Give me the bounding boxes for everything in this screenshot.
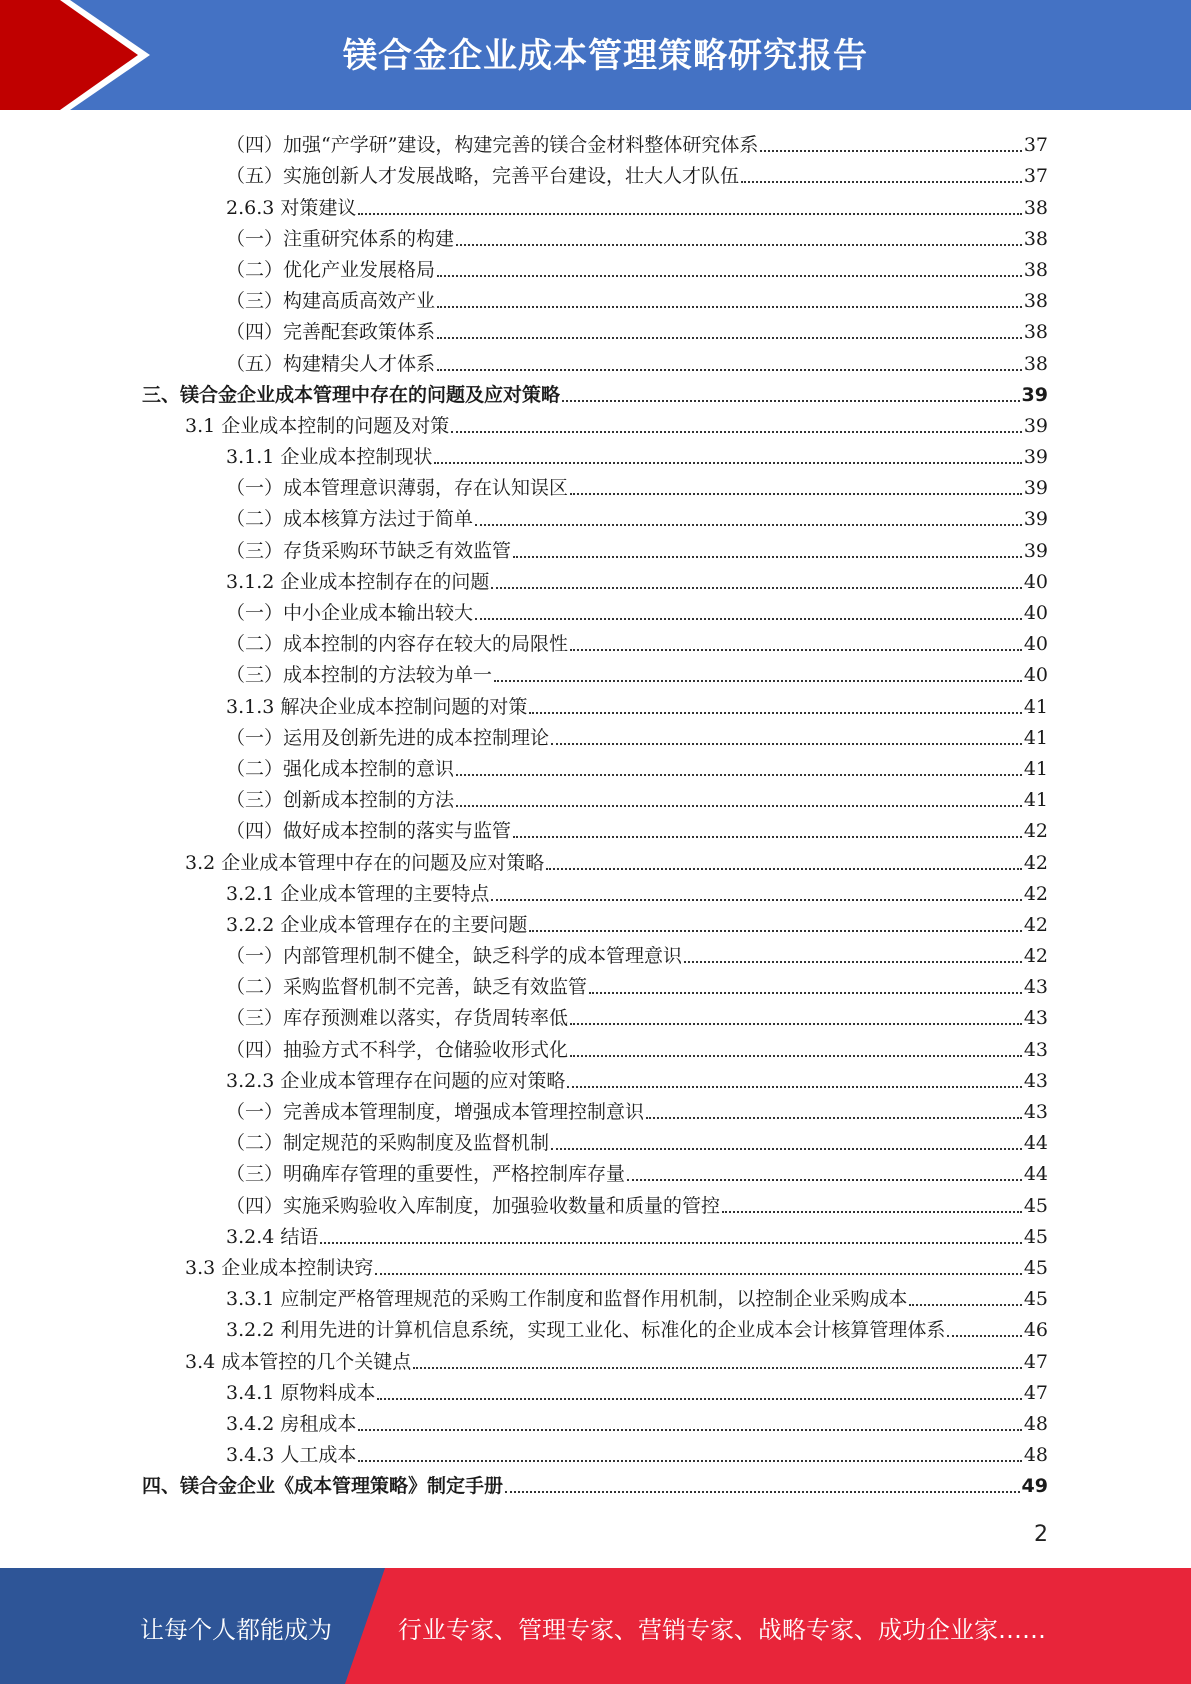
toc-leader-dots	[475, 524, 1022, 526]
toc-entry-page: 42	[1023, 945, 1048, 968]
toc-entry-title: （五）构建精尖人才体系	[226, 352, 436, 375]
toc-entry-page: 49	[1021, 1475, 1048, 1498]
toc-leader-dots	[947, 1335, 1021, 1337]
toc-leader-dots	[413, 1367, 1022, 1369]
toc-entry[interactable]	[0, 689, 1191, 720]
toc-leader-dots	[741, 181, 1022, 183]
toc-leader-dots	[570, 493, 1022, 495]
toc-entry-title: （一）运用及创新先进的成本控制理论	[226, 726, 550, 749]
toc-entry[interactable]	[0, 565, 1191, 596]
toc-entry-title: （三）创新成本控制的方法	[226, 789, 455, 812]
page-header	[0, 0, 1191, 110]
toc-entry[interactable]	[0, 1344, 1191, 1375]
page-footer	[0, 1568, 1191, 1684]
toc-entry[interactable]	[0, 1157, 1191, 1188]
toc-entry-title: 3.1.1 企业成本控制现状	[226, 446, 433, 469]
toc-leader-dots	[722, 1211, 1022, 1213]
toc-leader-dots	[456, 244, 1022, 246]
toc-entry-page: 38	[1023, 290, 1048, 313]
toc-entry-title: 3.4 成本管控的几个关键点	[185, 1350, 412, 1373]
toc-entry-page: 40	[1023, 633, 1048, 656]
toc-leader-dots	[684, 961, 1022, 963]
toc-entry[interactable]	[0, 1032, 1191, 1063]
toc-entry[interactable]	[0, 658, 1191, 689]
toc-entry[interactable]	[0, 284, 1191, 315]
toc-entry-page: 42	[1023, 913, 1048, 936]
toc-entry-title: （二）强化成本控制的意识	[226, 757, 455, 780]
toc-entry[interactable]	[0, 814, 1191, 845]
toc-entry-page: 43	[1023, 976, 1048, 999]
toc-entry-page: 43	[1023, 1038, 1048, 1061]
toc-entry-page: 47	[1023, 1350, 1048, 1373]
toc-entry-page: 43	[1023, 1069, 1048, 1092]
toc-entry[interactable]	[0, 128, 1191, 159]
toc-entry[interactable]	[0, 346, 1191, 377]
toc-leader-dots	[437, 306, 1022, 308]
toc-entry-title: （二）成本控制的内容存在较大的局限性	[226, 633, 569, 656]
toc-entry-title: （四）做好成本控制的落实与监管	[226, 820, 512, 843]
toc-entry-title: （一）完善成本管理制度，增强成本管理控制意识	[226, 1101, 645, 1123]
page-number: 2	[1034, 1522, 1048, 1547]
toc-entry-page: 42	[1023, 820, 1048, 843]
toc-leader-dots	[475, 618, 1022, 620]
toc-leader-dots	[570, 649, 1022, 651]
toc-leader-dots	[505, 1491, 1020, 1493]
toc-entry-title: 3.4.2 房租成本	[226, 1412, 357, 1435]
toc-entry-page: 39	[1023, 477, 1048, 500]
toc-entry-page: 38	[1023, 196, 1048, 219]
toc-entry-title: （三）库存预测难以落实，存货周转率低	[226, 1007, 569, 1030]
toc-entry-page: 46	[1023, 1319, 1048, 1342]
toc-entry[interactable]	[0, 1064, 1191, 1095]
toc-leader-dots	[562, 400, 1020, 402]
toc-entry[interactable]	[0, 1001, 1191, 1032]
toc-entry-page: 45	[1023, 1225, 1048, 1248]
toc-entry-title: （一）注重研究体系的构建	[226, 227, 455, 250]
toc-entry-title: （二）采购监督机制不完善，缺乏有效监管	[226, 976, 588, 999]
toc-entry[interactable]	[0, 1376, 1191, 1407]
toc-entry-page: 48	[1023, 1444, 1048, 1467]
toc-entry[interactable]	[0, 1188, 1191, 1219]
toc-entry[interactable]	[0, 1251, 1191, 1282]
toc-entry-page: 44	[1023, 1132, 1048, 1155]
toc-leader-dots	[513, 836, 1022, 838]
toc-entry-page: 39	[1023, 446, 1048, 469]
toc-entry-page: 45	[1023, 1256, 1048, 1279]
toc-leader-dots	[491, 587, 1021, 589]
toc-entry[interactable]	[0, 159, 1191, 190]
toc-entry-page: 38	[1023, 352, 1048, 375]
toc-entry-title: （四）抽验方式不科学，仓储验收形式化	[226, 1038, 569, 1061]
toc-entry-title: 3.2.1 企业成本管理的主要特点	[226, 882, 490, 905]
toc-entry-page: 40	[1023, 570, 1048, 593]
toc-entry-page: 38	[1023, 258, 1048, 281]
toc-leader-dots	[551, 1148, 1022, 1150]
toc-entry[interactable]	[0, 1438, 1191, 1469]
toc-entry[interactable]	[0, 533, 1191, 564]
toc-entry[interactable]	[0, 315, 1191, 346]
toc-leader-dots	[909, 1304, 1021, 1306]
toc-entry-page: 44	[1023, 1163, 1048, 1186]
toc-entry-title: （四）实施采购验收入库制度，加强验收数量和质量的管控	[226, 1194, 721, 1217]
footer-slogan-left: 让每个人都能成为	[140, 1616, 332, 1644]
toc-entry-page: 45	[1023, 1194, 1048, 1217]
toc-entry-title: （三）存货采购环节缺乏有效监管	[226, 539, 512, 562]
toc-entry-title: （一）成本管理意识薄弱，存在认知误区	[226, 477, 569, 500]
toc-leader-dots	[358, 1429, 1021, 1431]
toc-entry-title: （四）完善配套政策体系	[226, 321, 436, 344]
toc-leader-dots	[570, 1055, 1022, 1057]
toc-entry-title: （二）优化产业发展格局	[226, 258, 436, 281]
toc-leader-dots	[491, 899, 1021, 901]
toc-entry[interactable]	[0, 877, 1191, 908]
toc-leader-dots	[456, 774, 1022, 776]
toc-entry-title: （三）成本控制的方法较为单一	[226, 664, 493, 687]
toc-entry-title: （一）中小企业成本输出较大	[226, 602, 474, 624]
toc-entry-title: 3.3.1 应制定严格管理规范的采购工作制度和监督作用机制，以控制企业采购成本	[226, 1288, 908, 1311]
toc-entry[interactable]	[0, 190, 1191, 221]
toc-entry-page: 38	[1023, 227, 1048, 250]
toc-entry-page: 42	[1023, 882, 1048, 905]
toc-entry[interactable]	[0, 1469, 1191, 1500]
toc-leader-dots	[551, 743, 1022, 745]
toc-leader-dots	[529, 712, 1021, 714]
toc-entry-page: 43	[1023, 1007, 1048, 1030]
toc-entry-page: 42	[1023, 851, 1048, 874]
toc-leader-dots	[375, 1273, 1022, 1275]
toc-leader-dots	[570, 1023, 1022, 1025]
toc-leader-dots	[529, 930, 1021, 932]
toc-entry-page: 41	[1023, 726, 1048, 749]
toc-entry[interactable]	[0, 440, 1191, 471]
toc-leader-dots	[567, 1086, 1021, 1088]
toc-entry-page: 38	[1023, 321, 1048, 344]
toc-entry-title: 3.2.2 利用先进的计算机信息系统，实现工业化、标准化的企业成本会计核算管理体系	[226, 1319, 946, 1342]
toc-leader-dots	[546, 868, 1022, 870]
toc-leader-dots	[589, 992, 1022, 994]
toc-entry[interactable]	[0, 627, 1191, 658]
toc-entry-page: 37	[1023, 165, 1048, 188]
table-of-contents	[0, 128, 1191, 1500]
toc-entry-title: 3.4.3 人工成本	[226, 1444, 357, 1467]
toc-leader-dots	[627, 1179, 1022, 1181]
toc-entry-title: 3.3 企业成本控制诀窍	[185, 1256, 374, 1279]
toc-entry-title: （二）制定规范的采购制度及监督机制	[226, 1132, 550, 1155]
toc-entry-title: 3.2 企业成本管理中存在的问题及应对策略	[185, 851, 545, 874]
toc-entry-title: 3.4.1 原物料成本	[226, 1381, 376, 1404]
toc-entry-title: 3.1.2 企业成本控制存在的问题	[226, 570, 490, 593]
toc-entry-title: 3.1 企业成本控制的问题及对策	[185, 414, 450, 437]
toc-entry-page: 37	[1023, 134, 1048, 157]
toc-entry[interactable]	[0, 1220, 1191, 1251]
toc-entry-title: 三、镁合金企业成本管理中存在的问题及应对策略	[142, 383, 561, 406]
toc-entry-title: （二）成本核算方法过于简单	[226, 508, 474, 531]
toc-leader-dots	[320, 1242, 1021, 1244]
toc-leader-dots	[434, 462, 1021, 464]
toc-leader-dots	[760, 150, 1021, 152]
toc-entry[interactable]	[0, 1282, 1191, 1313]
toc-entry[interactable]	[0, 783, 1191, 814]
toc-entry[interactable]	[0, 721, 1191, 752]
toc-entry[interactable]	[0, 1407, 1191, 1438]
toc-leader-dots	[437, 337, 1022, 339]
toc-leader-dots	[451, 431, 1022, 433]
toc-entry[interactable]	[0, 253, 1191, 284]
toc-entry-title: （五）实施创新人才发展战略，完善平台建设，壮大人才队伍	[226, 165, 740, 188]
toc-leader-dots	[646, 1117, 1022, 1119]
toc-entry-page: 40	[1023, 602, 1048, 624]
toc-entry-title: （一）内部管理机制不健全，缺乏科学的成本管理意识	[226, 945, 683, 968]
toc-entry-page: 41	[1023, 789, 1048, 812]
toc-entry-page: 43	[1023, 1101, 1048, 1123]
toc-entry-title: 3.1.3 解决企业成本控制问题的对策	[226, 695, 528, 718]
toc-entry-page: 39	[1023, 539, 1048, 562]
toc-entry-page: 40	[1023, 664, 1048, 687]
toc-leader-dots	[377, 1398, 1021, 1400]
toc-entry-title: 2.6.3 对策建议	[226, 196, 357, 219]
toc-entry[interactable]	[0, 502, 1191, 533]
toc-entry-title: 3.2.4 结语	[226, 1225, 319, 1248]
toc-leader-dots	[358, 1460, 1021, 1462]
toc-leader-dots	[456, 805, 1022, 807]
toc-entry-page: 41	[1023, 757, 1048, 780]
toc-entry[interactable]	[0, 596, 1191, 627]
toc-leader-dots	[437, 275, 1022, 277]
toc-entry-title: （四）加强“产学研”建设，构建完善的镁合金材料整体研究体系	[226, 134, 759, 157]
toc-entry-title: 四、镁合金企业《成本管理策略》制定手册	[142, 1475, 504, 1498]
toc-entry[interactable]	[0, 409, 1191, 440]
report-title: 镁合金企业成本管理策略研究报告	[343, 36, 868, 76]
toc-entry[interactable]	[0, 845, 1191, 876]
footer-slogan-right: 行业专家、管理专家、营销专家、战略专家、成功企业家……	[398, 1616, 1046, 1644]
toc-entry-title: （三）构建高质高效产业	[226, 290, 436, 313]
toc-leader-dots	[358, 213, 1021, 215]
toc-entry-title: 3.2.3 企业成本管理存在问题的应对策略	[226, 1069, 566, 1092]
toc-leader-dots	[437, 369, 1022, 371]
toc-entry-page: 47	[1023, 1381, 1048, 1404]
toc-entry[interactable]	[0, 1126, 1191, 1157]
toc-entry-page: 48	[1023, 1412, 1048, 1435]
toc-entry[interactable]	[0, 1313, 1191, 1344]
toc-entry-page: 39	[1021, 383, 1048, 406]
toc-entry-title: （三）明确库存管理的重要性，严格控制库存量	[226, 1163, 626, 1186]
toc-entry-title: 3.2.2 企业成本管理存在的主要问题	[226, 913, 528, 936]
toc-entry-page: 45	[1023, 1288, 1048, 1311]
toc-entry[interactable]	[0, 222, 1191, 253]
toc-entry[interactable]	[0, 471, 1191, 502]
toc-leader-dots	[513, 556, 1022, 558]
toc-entry-page: 39	[1023, 508, 1048, 531]
toc-entry[interactable]	[0, 378, 1191, 409]
toc-leader-dots	[494, 680, 1022, 682]
toc-entry[interactable]	[0, 752, 1191, 783]
toc-entry-page: 39	[1023, 414, 1048, 437]
toc-entry[interactable]	[0, 970, 1191, 1001]
toc-entry[interactable]	[0, 939, 1191, 970]
toc-entry-page: 41	[1023, 695, 1048, 718]
toc-entry[interactable]	[0, 1095, 1191, 1126]
toc-entry[interactable]	[0, 908, 1191, 939]
